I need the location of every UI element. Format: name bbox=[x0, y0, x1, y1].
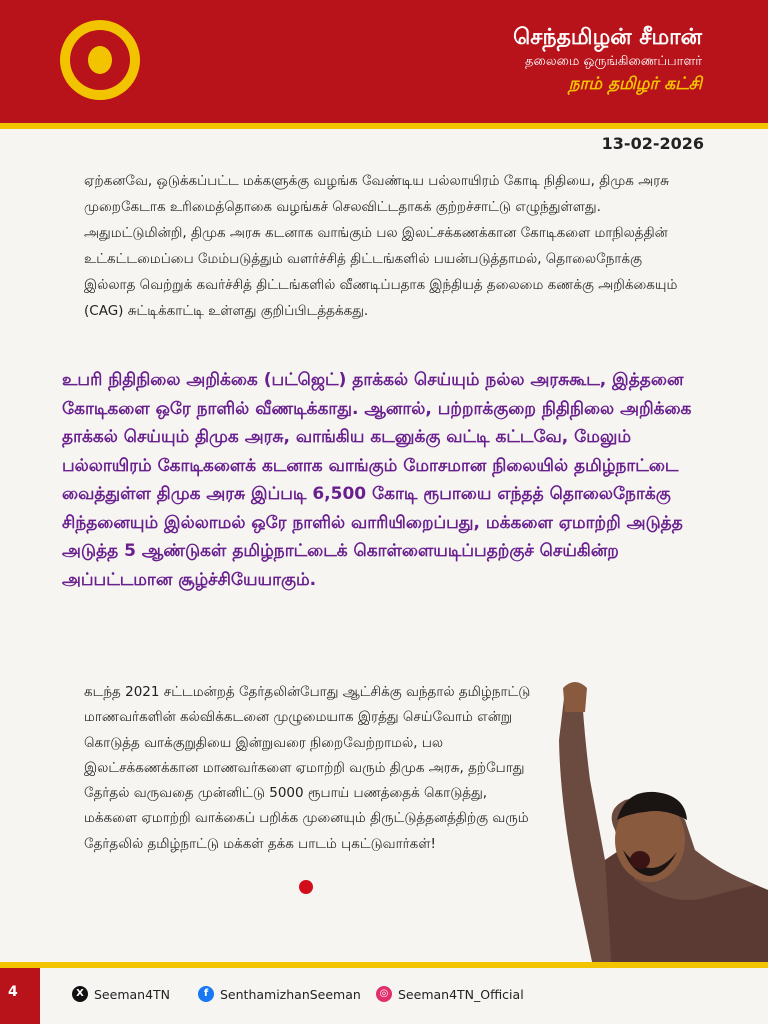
header-banner bbox=[0, 0, 768, 123]
social-handle-instagram: Seeman4TN_Official bbox=[398, 986, 524, 1002]
social-instagram[interactable] bbox=[376, 986, 524, 1002]
x-twitter-icon: X bbox=[72, 986, 88, 1002]
header-stripe bbox=[0, 123, 768, 129]
page-number: 4 bbox=[8, 984, 18, 1000]
brand-name: செந்தமிழன் சீமான் bbox=[513, 25, 702, 50]
party-name: நாம் தமிழர் கட்சி bbox=[568, 74, 702, 94]
paragraph-closing: கடந்த 2021 சட்டமன்றத் தேர்தலின்போது ஆட்சிக்கு வந்தால் தமிழ்நாட்டு மாணவர்களின் கல்விக்கடனை முழுமையாக இரத்து செய்வோம் என்று கொடுத்த வாக்குறுதியை இன்றுவரை நிறைவேற்றாமல், பல இலட்சக்கணக்கான மாணவர்களை ஏமாற்றி வரும் திமுக அரசு, தற்போது தேர்தல் வருவதை முன்னிட்டு 5000 ரூபாய் பணத்தைக் கொடுத்து, மக்களை ஏமாற்றி வாக்கைப் பறிக்க முனையும் திருட்டுத்தனத்திற்கு வரும் தேர்தலில் தமிழ்நாட்டு மக்கள் தக்க பாடம் புகட்டுவார்கள்! bbox=[84, 684, 531, 852]
paragraph-highlight: உபரி நிதிநிலை அறிக்கை (பட்ஜெட்) தாக்கல் செய்யும் நல்ல அரசுகூட, இத்தனை கோடிகளை ஒரே நாளில் வீணடிக்காது. ஆனால், பற்றாக்குறை நிதிநிலை அறிக்கை தாக்கல் செய்யும் திமுக அரசு, வாங்கிய கடனுக்கு வட்டி கட்டவே, மேலும் பல்லாயிரம் கோடிகளைக் கடனாக வாங்கும் மோசமான நிலையில் தமிழ்நாட்டை வைத்துள்ள திமுக அரசு இப்படி 6,500 கோடி ரூபாயை எந்தத் தொலைநோக்கு சிந்தனையும் இல்லாமல் ஒரே நாளில் வாரியிறைப்பது, மக்களை ஏமாற்றி அடுத்த அடுத்த 5 ஆண்டுகள் தமிழ்நாட்டைக் கொள்ளையடிப்பதற்குச் செய்கின்ற அப்பட்டமான சூழ்ச்சியேயாகும். bbox=[62, 370, 692, 590]
date-label: 13-02-2026 bbox=[601, 134, 704, 153]
red-dot-ornament bbox=[299, 880, 313, 894]
social-handle-x: Seeman4TN bbox=[94, 986, 171, 1002]
brand-role: தலைமை ஒருங்கிணைப்பாளர் bbox=[525, 54, 702, 69]
paragraph-intro: ஏற்கனவே, ஒடுக்கப்பட்ட மக்களுக்கு வழங்க வேண்டிய பல்லாயிரம் கோடி நிதியை, திமுக அரசு முறைகேடாக உரிமைத்தொகை வழங்கச் செலவிட்டதாகக் குற்றச்சாட்டு எழுந்துள்ளது. அதுமட்டுமின்றி, திமுக அரசு கடனாக வாங்கும் பல இலட்சக்கணக்கான கோடிகளை மாநிலத்தின் உட்கட்டமைப்பை மேம்படுத்தும் வளர்ச்சித் திட்டங்களில் பயன்படுத்தாமல், தொலைநோக்கு இல்லாத வெற்றுக் கவர்ச்சித் திட்டங்களில் வீணடிப்பதாக இந்தியத் தலைமை கணக்கு அறிக்கையும் (CAG) சுட்டிக்காட்டி உள்ளது குறிப்பிடத்தக்கது. bbox=[84, 173, 678, 319]
facebook-icon: f bbox=[198, 986, 214, 1002]
brand-block bbox=[513, 24, 702, 96]
instagram-icon: ◎ bbox=[376, 986, 392, 1002]
tiger-emblem-icon bbox=[60, 20, 140, 100]
social-handle-facebook: SenthamizhanSeeman bbox=[220, 986, 361, 1002]
social-facebook[interactable] bbox=[198, 986, 361, 1002]
social-x[interactable] bbox=[72, 986, 170, 1002]
